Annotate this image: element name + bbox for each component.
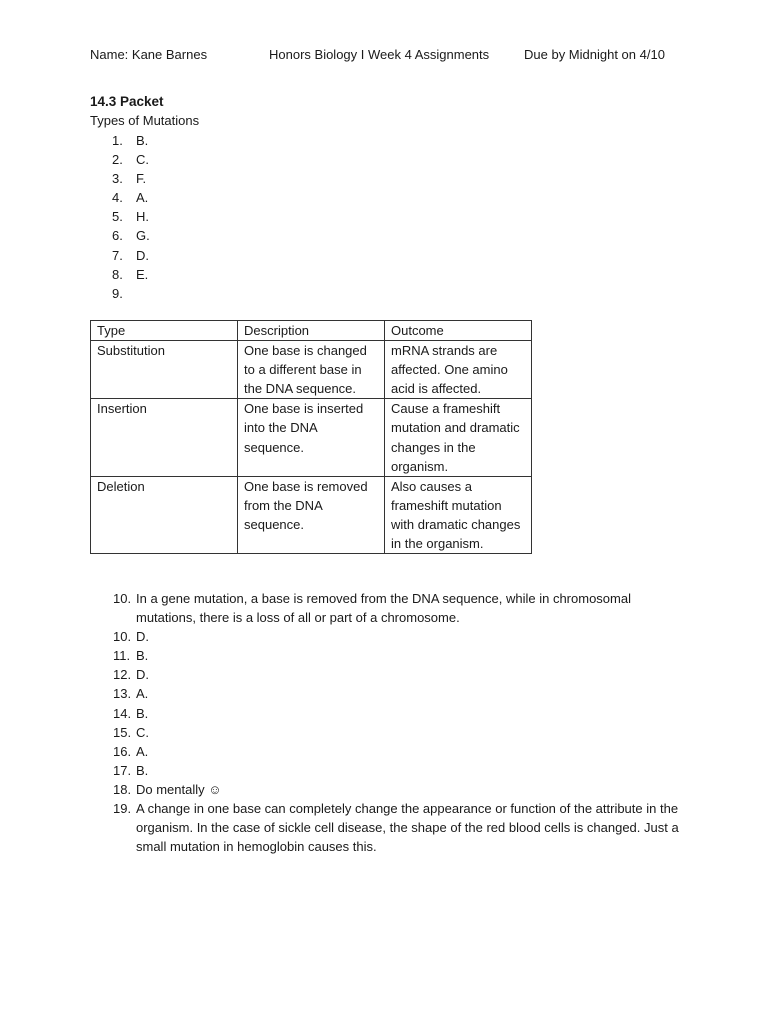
item-number: 6. — [112, 228, 123, 244]
section-title: 14.3 Packet — [90, 94, 164, 109]
cell-description: One base is inserted into the DNA sequence. — [238, 399, 385, 476]
cell-outcome: mRNA strands are affected. One amino acid is affected. — [385, 341, 532, 399]
item-answer: B. — [136, 762, 149, 778]
table-row — [91, 476, 532, 553]
list-item — [90, 761, 690, 780]
item-answer: In a gene mutation, a base is removed from the DNA sequence, while in chromosomal mutations, there is a loss of all or part of a chromosome. — [136, 591, 631, 626]
cell-type: Deletion — [91, 476, 238, 553]
table-row — [91, 399, 532, 476]
item-number: 3. — [112, 171, 123, 187]
item-number: 10. — [113, 591, 132, 606]
item-number: 19. — [113, 801, 132, 817]
cell-description: One base is removed from the DNA sequence. — [238, 476, 385, 553]
item-answer: Do mentally ☺ — [136, 781, 222, 797]
item-number: 18. — [113, 781, 132, 797]
mutation-types-table — [90, 320, 532, 554]
document-header — [90, 47, 690, 65]
item-answer: B. — [136, 133, 149, 148]
list-item — [90, 207, 690, 226]
item-answer: B. — [136, 705, 149, 721]
item-number: 10. — [113, 629, 132, 645]
answer-list-2 — [90, 589, 690, 856]
item-answer: A. — [136, 190, 149, 206]
item-number: 2. — [112, 152, 123, 168]
item-answer: C. — [136, 152, 149, 168]
list-item — [90, 265, 690, 284]
item-number: 8. — [112, 266, 123, 282]
cell-description: One base is changed to a different base in the DNA sequence. — [238, 341, 385, 399]
item-number: 17. — [113, 762, 132, 778]
section-subtitle: Types of Mutations — [90, 113, 200, 128]
item-answer: E. — [136, 266, 149, 282]
item-answer: B. — [136, 648, 149, 664]
list-item — [90, 169, 690, 188]
column-header-description: Description — [238, 321, 385, 341]
list-item — [90, 188, 690, 207]
item-answer: D. — [136, 667, 149, 683]
item-number: 15. — [113, 724, 132, 740]
item-answer: G. — [136, 228, 150, 244]
item-answer: A. — [136, 743, 149, 759]
cell-outcome: Cause a frameshift mutation and dramatic changes in the organism. — [385, 399, 532, 476]
list-item — [90, 131, 690, 150]
column-header-type: Type — [91, 321, 238, 341]
cell-type: Insertion — [91, 399, 238, 476]
list-item — [90, 704, 690, 723]
list-item — [90, 684, 690, 703]
table-header-row — [91, 321, 532, 341]
item-number: 14. — [113, 705, 132, 721]
list-item — [90, 646, 690, 665]
list-item — [90, 742, 690, 761]
list-item — [90, 723, 690, 742]
item-number: 9. — [112, 285, 123, 301]
item-number: 16. — [113, 743, 132, 759]
answer-list-1 — [90, 131, 690, 301]
student-name: Name: Kane Barnes — [90, 47, 208, 62]
item-number: 7. — [112, 247, 123, 263]
list-item — [90, 627, 690, 646]
item-answer: C. — [136, 724, 149, 740]
list-item — [90, 799, 690, 856]
cell-outcome: Also causes a frameshift mutation with dramatic changes in the organism. — [385, 476, 532, 553]
item-answer: A. — [136, 686, 149, 702]
item-answer: F. — [136, 171, 147, 187]
cell-type: Substitution — [91, 341, 238, 399]
list-item — [90, 246, 690, 265]
item-number: 12. — [113, 667, 132, 683]
item-number: 4. — [112, 190, 123, 206]
list-item — [90, 150, 690, 169]
item-answer: H. — [136, 209, 149, 225]
course-title: Honors Biology I Week 4 Assignments — [269, 47, 490, 62]
item-answer: D. — [136, 247, 149, 263]
column-header-outcome: Outcome — [385, 321, 532, 341]
list-item — [90, 780, 690, 799]
list-item — [90, 226, 690, 245]
due-date: Due by Midnight on 4/10 — [524, 47, 665, 62]
item-answer: A change in one base can completely change the appearance or function of the attribute in the organism. In the case of sickle cell disease, the shape of the red blood cells is changed. Just a small mutation in hemoglobin causes this. — [136, 801, 679, 855]
table-row — [91, 341, 532, 399]
item-number: 1. — [112, 133, 123, 148]
item-number: 11. — [113, 648, 131, 664]
item-number: 5. — [112, 209, 123, 225]
list-item — [90, 665, 690, 684]
item-answer: D. — [136, 629, 149, 645]
item-number: 13. — [113, 686, 132, 702]
list-item — [90, 589, 690, 627]
